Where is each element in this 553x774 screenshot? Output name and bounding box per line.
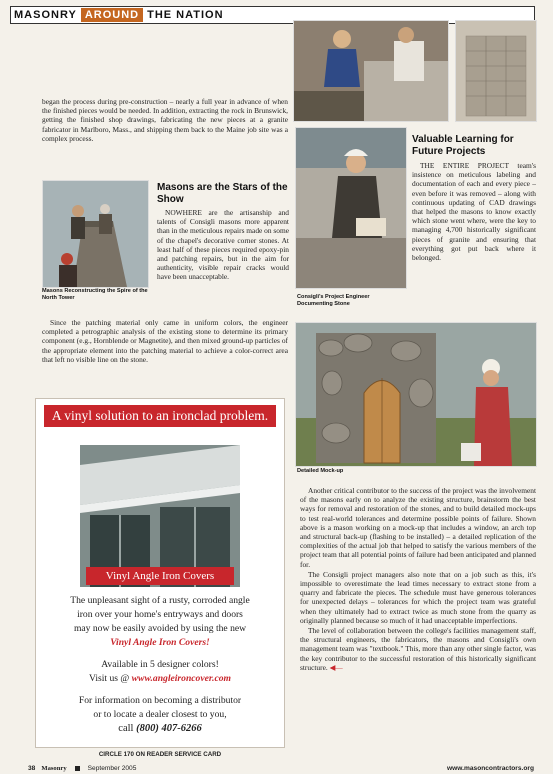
- footer-date: September 2005: [87, 764, 137, 772]
- ad-info-line-2: or to locate a dealer closest to you,: [93, 709, 227, 720]
- ad-visit-line: [46, 673, 274, 685]
- ad-call-prefix: call: [118, 723, 137, 734]
- right-paragraph-1: Another critical contributor to the success of the project was the involvement of the masons early on to analyze the existing structure, brainstorm the best ways for removal and restoration of the stones, and to build detailed mock-ups to test real-world tolerances and determine possible points of failure. Shown above is a mason working on a mock-up that includes a window, an arch top and structural back-up (flashing to be installed) – a detailed replication of the complexities of the actual job that helped to satisfy the various members of the project team that all potential points of failure had been anticipated and planned for.: [300, 486, 537, 569]
- patching-paragraph: [42, 318, 288, 365]
- right-paragraph-3-text: The level of collaboration between the college's facilities management staff, the structural engineers, the fabricators, the masons and Consigli's own management team was "textbook." This, more than any other single factor, was the key contributor to the successful restoration of this historically significant structure.: [300, 626, 536, 672]
- ad-body-line-3: may now be easily avoided by using the new: [73, 623, 247, 634]
- footer-magazine: Masonry: [41, 764, 67, 772]
- section2-paragraph: THE ENTIRE PROJECT team's insistence on meticulous labeling and documentation of each and every piece – even before it was removed – along with continuous updating of CAD drawings that helped the masons to know exactly which stone went where, were the key to managing 4,700 historically significant pieces of granite and ensuring that everything got put back where it belonged.: [412, 161, 536, 263]
- masthead-around: AROUND: [81, 8, 143, 22]
- ad-url-link[interactable]: www.angleironcover.com: [131, 673, 231, 684]
- right-paragraph-3: [300, 626, 536, 672]
- ad-visit-prefix: Visit us @: [89, 673, 132, 684]
- masthead-the-nation: THE NATION: [147, 9, 224, 21]
- ad-body-line-1: The unpleasant sight of a rusty, corroded angle: [70, 595, 250, 606]
- photo-project-engineer: [295, 127, 407, 289]
- patching-text: Since the patching material only came in uniform colors, the engineer completed a petrographic analysis of the existing stone to determine its primary component (e.g., Hornblende or Magnetite), and then mixed ground-up particles of the appropriate element into the patching material to achieve a color-correct area that left no visible line on the stone.: [42, 318, 288, 364]
- ad-headline: A vinyl solution to an ironclad problem.: [44, 405, 276, 427]
- photo-caption-spire: Masons Reconstructing the Spire of the North Tower: [42, 288, 148, 301]
- footer-url: www.masoncontractors.org: [447, 764, 534, 772]
- ad-info-line-1: For information on becoming a distributor: [78, 695, 242, 706]
- heading-valuable-learning: Valuable Learning for Future Projects: [412, 134, 514, 157]
- section2-body: [412, 161, 536, 263]
- right-column-body: [300, 486, 536, 673]
- page-number: 38: [28, 764, 36, 772]
- reader-service-circle: CIRCLE 170 ON READER SERVICE CARD: [98, 751, 222, 758]
- photo-stone-pieces-labeled: [455, 20, 537, 122]
- photo-caption-mockup: Detailed Mock-up: [297, 468, 344, 474]
- ad-body-line-4: Vinyl Angle Iron Covers!: [110, 637, 210, 648]
- ad-product-photo: [80, 445, 240, 587]
- masthead-masonry: MASONRY: [14, 9, 77, 21]
- ad-body-line-2: iron over your home's entryways and doors: [77, 609, 243, 620]
- photo-caption-engineer: Consigli's Project Engineer Documenting Stone: [297, 294, 370, 307]
- section1-paragraph: NOWHERE are the artisanship and talents of Consigli masons more apparent than in the meticulous repairs made on some of the chapel's decorative corner stones. At least half of these pieces required epoxy-pin and patching repairs, but in the aim for authenticity, visible repair cracks would have been unacceptable.: [157, 208, 289, 282]
- right-paragraph-2: The Consigli project managers also note that on a job such as this, it's impossible to overestimate the lead times necessary to extract stone from a quarry and fabricate the pieces. The schedule must have generous tolerances for unexpected delays – tolerances for which the project team was grateful when they ultimately had to extract twice as much stone from the quarry as originally planned because so much of it had unacceptable imperfections.: [300, 569, 536, 625]
- intro-text: began the process during pre-construction – nearly a full year in advance of when the finished pieces would be needed. In addition, extracting the rock in Brunswick, getting the finished shop drawings, fabricating the new pieces at a granite fabricator in Marlboro, Mass., and shipping them back to the Maine job site was a complex process.: [42, 97, 288, 143]
- heading-masons-stars: Masons are the Stars of the Show: [157, 182, 288, 205]
- ad-call-line: [46, 723, 274, 735]
- photo-detailed-mockup: [295, 322, 537, 467]
- footer-square-icon: [75, 766, 80, 771]
- intro-paragraph: [42, 97, 288, 144]
- advertisement-vinyl-angle-iron[interactable]: [35, 398, 285, 748]
- ad-colors-line: Available in 5 designer colors!: [101, 659, 219, 670]
- ad-product-name: Vinyl Angle Iron Covers: [86, 567, 234, 585]
- photo-spire-reconstruction: [42, 180, 149, 288]
- page-footer: [28, 762, 534, 774]
- photo-masons-working-stone: [293, 20, 449, 122]
- end-mark-icon: ◀—: [329, 662, 343, 672]
- section1-body: [157, 208, 289, 283]
- ad-phone[interactable]: (800) 407-6266: [136, 723, 202, 734]
